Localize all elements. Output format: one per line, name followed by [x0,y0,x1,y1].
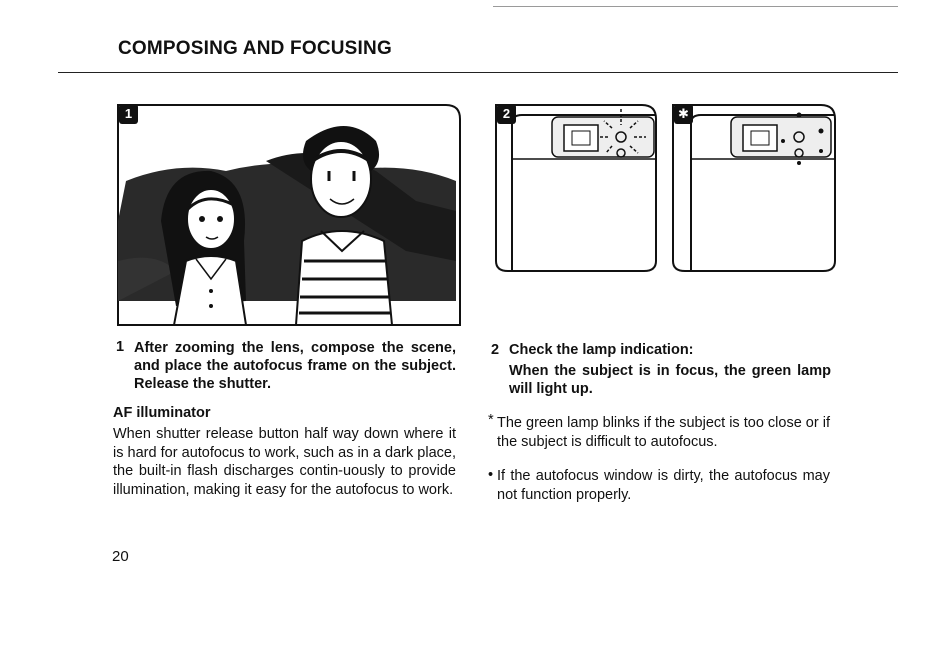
viewfinder-lamp-illustration [494,101,658,273]
illustration-3 [671,101,837,273]
couple-portrait-illustration [116,101,462,327]
af-illuminator-body: When shutter release button half way down where it is hard for autofocus to work, such as in a dark place, the built-in flash discharges contin-uously to provide illumination, making it easy for the autofocus to work. [113,426,456,498]
step-2-number: 2 [491,342,500,358]
step-1-text: After zooming the lens, compose the scene, and place the autofocus frame on the subject. Release the shutter. [134,340,456,392]
af-illuminator-heading: AF illuminator [113,405,211,421]
note-1-text: The green lamp blinks if the subject is too close or if the subject is difficult to autofocus. [497,415,830,450]
viewfinder-lamp-blinking-illustration [671,101,837,273]
illustration-1 [116,101,462,327]
title-rule [58,72,898,73]
illustration-2 [494,101,658,273]
illustration-1-badge: 1 [119,104,138,124]
note-2-text: If the autofocus window is dirty, the autofocus may not function properly. [497,468,830,503]
illustration-3-badge: ✱ [674,104,693,124]
page-number: 20 [112,548,129,565]
step-2-text: When the subject is in focus, the green lamp will light up. [509,363,831,397]
top-rule [493,6,898,7]
note-1-mark: * [488,412,494,428]
illustration-2-badge: 2 [497,104,516,124]
step-1-number: 1 [116,339,125,355]
step-2-heading: Check the lamp indication: [509,342,694,358]
page-title: COMPOSING AND FOCUSING [118,38,392,59]
note-2-mark: • [488,467,494,483]
